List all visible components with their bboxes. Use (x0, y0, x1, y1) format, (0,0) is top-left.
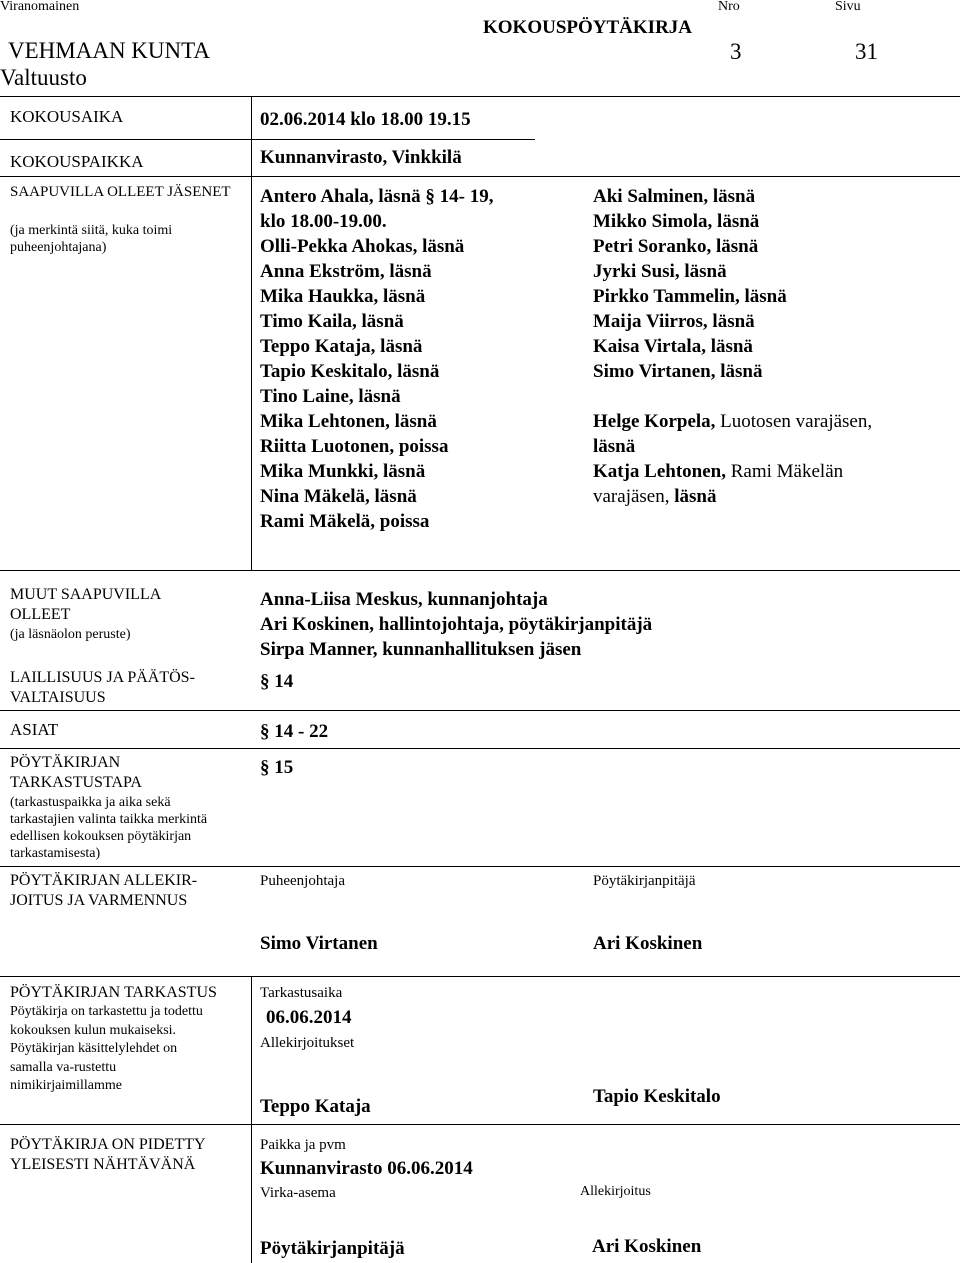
matters-value: § 14 - 22 (260, 721, 329, 742)
public-signature-value: Ari Koskinen (592, 1236, 702, 1257)
attendees-label-note: (ja merkintä siitä, kuka toimi puheenjohtajana) (10, 223, 173, 255)
deputy-2-status: läsnä (674, 486, 717, 507)
public-place-label: Paikka ja pvm (260, 1137, 346, 1153)
public-role-label: Virka-asema (260, 1185, 336, 1201)
meeting-place-label: KOKOUSPAIKKA (10, 152, 144, 171)
chair-name: Simo Virtanen (260, 933, 378, 954)
signatures-label: Allekirjoitukset (260, 1035, 355, 1051)
deputy-1-status: läsnä (593, 436, 636, 457)
divider (0, 96, 960, 97)
signer-1: Teppo Kataja (260, 1096, 371, 1117)
secretary-label: Pöytäkirjanpitäjä (593, 873, 696, 889)
review-time-value: 06.06.2014 (266, 1007, 352, 1028)
divider (0, 570, 960, 571)
attendee: Simo Virtanen, läsnä (593, 361, 763, 382)
org-name: VEHMAAN KUNTA (8, 38, 210, 63)
signer-2: Tapio Keskitalo (593, 1086, 721, 1107)
page-nro: 3 (730, 39, 742, 64)
other-attendee: Ari Koskinen, hallintojohtaja, pöytäkirjanpitäjä (260, 614, 653, 635)
doc-type: KOKOUSPÖYTÄKIRJA (483, 17, 693, 38)
attendee: Petri Soranko, läsnä (593, 236, 759, 257)
attendee: Mika Haukka, läsnä (260, 286, 426, 307)
secretary-name: Ari Koskinen (593, 933, 703, 954)
attendee: Tino Laine, läsnä (260, 386, 401, 407)
attendee: Pirkko Tammelin, läsnä (593, 286, 787, 307)
header-sivu-label: Sivu (835, 0, 861, 14)
attendee: Timo Kaila, läsnä (260, 311, 404, 332)
other-attendee: Sirpa Manner, kunnanhallituksen jäsen (260, 639, 582, 660)
attendee: Mikko Simola, läsnä (593, 211, 760, 232)
deputy-1-name: Helge Korpela, (593, 411, 716, 432)
attendees-label-title: SAAPUVILLA OLLEET JÄSENET (10, 184, 231, 200)
divider (0, 139, 535, 140)
deputy-2-role2: varajäsen, (593, 486, 675, 507)
divider (0, 710, 960, 711)
deputy-1-role: Luotosen varajäsen, (715, 411, 873, 432)
attendees-col2 (593, 184, 787, 384)
header-col1-label: Viranomainen (0, 0, 80, 14)
attendee: Mika Munkki, läsnä (260, 461, 426, 482)
deputy-1 (593, 409, 872, 459)
public-role-value: Pöytäkirjanpitäjä (260, 1238, 405, 1259)
attendee: Jyrki Susi, läsnä (593, 261, 727, 282)
review-label-note: Pöytäkirja on tarkastettu ja todettu kokouksen kulun mukaiseksi. Pöytäkirjan käsittelylehdet on samalla va-rustettu nimikirjaimillamme (10, 1004, 203, 1093)
deputy-2-name: Katja Lehtonen, (593, 461, 726, 482)
header-nro-label: Nro (718, 0, 740, 14)
attendee: Anna Ekström, läsnä (260, 261, 432, 282)
attendees-col1 (260, 184, 493, 534)
attendee: Rami Mäkelä, poissa (260, 511, 430, 532)
attendee: Tapio Keskitalo, läsnä (260, 361, 440, 382)
attendee: Olli-Pekka Ahokas, läsnä (260, 236, 465, 257)
others-list (260, 587, 652, 662)
column-divider (251, 976, 252, 1263)
others-label-title: MUUT SAAPUVILLA OLLEET (10, 586, 161, 623)
attendee: Nina Mäkelä, läsnä (260, 486, 417, 507)
attendee: Aki Salminen, läsnä (593, 186, 756, 207)
public-signature-label: Allekirjoitus (580, 1184, 651, 1199)
deputy-2 (593, 459, 843, 509)
review-method-label-note: (tarkastuspaikka ja aika sekä tarkastajien valinta taikka merkintä edellisen kokouksen pöytäkirjan tarkastamisesta) (10, 795, 208, 861)
legality-label: LAILLISUUS JA PÄÄTÖS-VALTAISUUS (10, 669, 195, 706)
signing-label: PÖYTÄKIRJAN ALLEKIR-JOITUS JA VARMENNUS (10, 872, 198, 909)
review-time-label: Tarkastusaika (260, 985, 343, 1001)
deputy-2-role: Rami Mäkelän (726, 461, 844, 482)
other-attendee: Anna-Liisa Meskus, kunnanjohtaja (260, 589, 548, 610)
meeting-time-label: KOKOUSAIKA (10, 107, 124, 126)
divider (0, 748, 960, 749)
public-label: PÖYTÄKIRJA ON PIDETTY YLEISESTI NÄHTÄVÄNÄ (10, 1136, 205, 1173)
attendee: Kaisa Virtala, läsnä (593, 336, 753, 357)
attendee: Antero Ahala, läsnä § 14- 19, (260, 186, 494, 207)
others-label-note: (ja läsnäolon peruste) (10, 627, 131, 642)
review-method-label-title: PÖYTÄKIRJAN TARKASTUSTAPA (10, 754, 142, 791)
divider (0, 866, 960, 867)
legality-value: § 14 (260, 671, 294, 692)
attendee: Riitta Luotonen, poissa (260, 436, 449, 457)
divider (0, 176, 960, 177)
review-label-title: PÖYTÄKIRJAN TARKASTUS (10, 984, 217, 1001)
meeting-time-value: 02.06.2014 klo 18.00 19.15 (260, 109, 471, 130)
attendee: Mika Lehtonen, läsnä (260, 411, 437, 432)
chair-label: Puheenjohtaja (260, 873, 345, 889)
page-sivu: 31 (855, 39, 878, 64)
review-method-value: § 15 (260, 757, 294, 778)
attendee: Maija Viirros, läsnä (593, 311, 755, 332)
divider (0, 1124, 960, 1125)
public-place-value: Kunnanvirasto 06.06.2014 (260, 1158, 473, 1179)
attendee: Teppo Kataja, läsnä (260, 336, 423, 357)
matters-label: ASIAT (10, 720, 59, 739)
meeting-place-value: Kunnanvirasto, Vinkkilä (260, 147, 462, 168)
divider (0, 976, 960, 977)
attendee: klo 18.00-19.00. (260, 211, 387, 232)
body-name: Valtuusto (0, 65, 87, 90)
column-divider (251, 96, 252, 571)
